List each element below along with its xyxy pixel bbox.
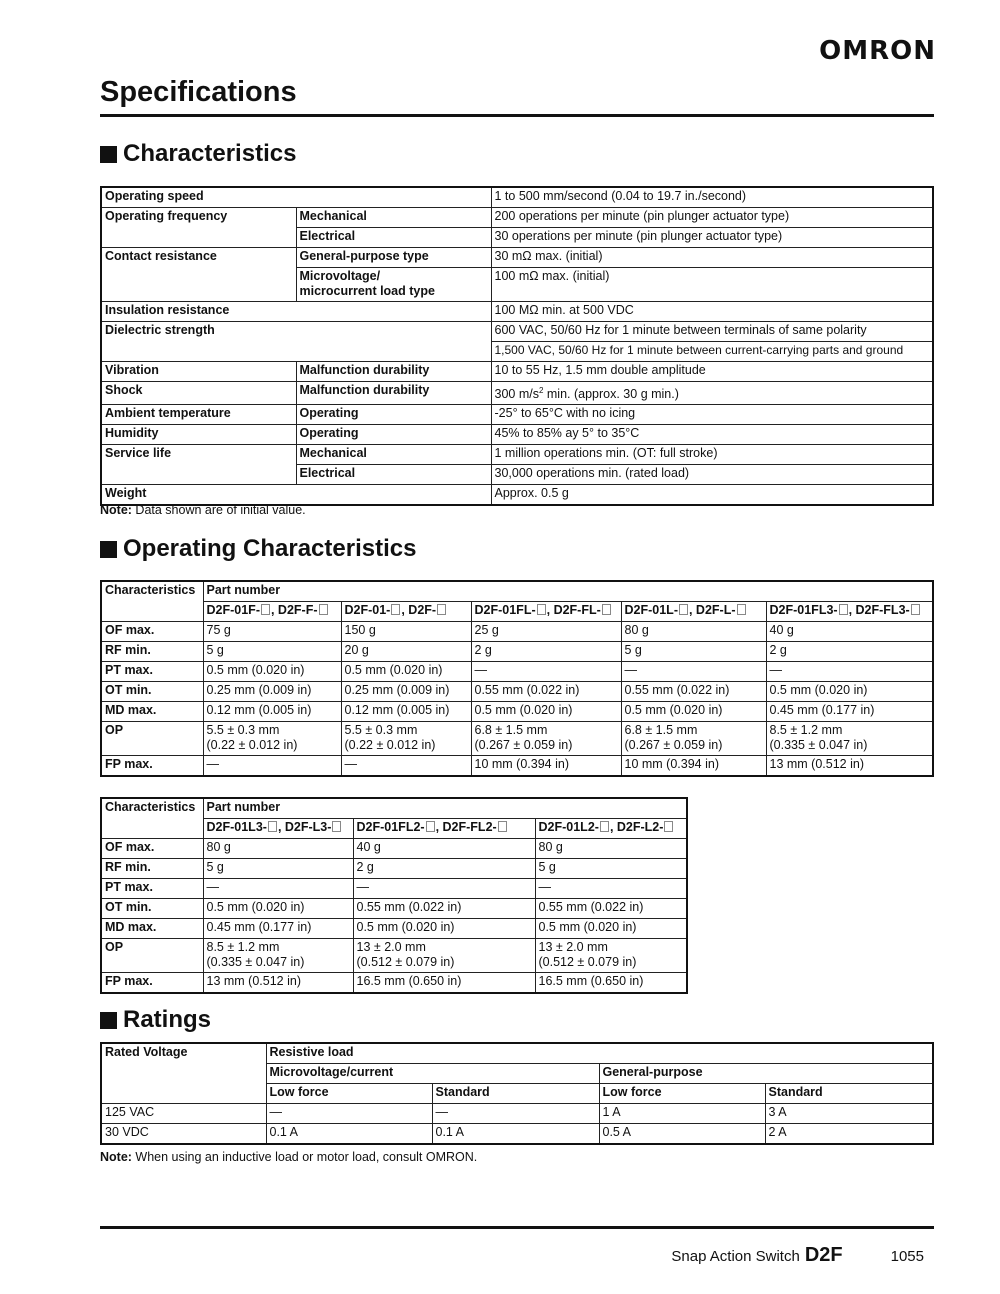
table-row	[101, 622, 933, 642]
row-value: 1,500 VAC, 50/60 Hz for 1 minute between current-carrying parts and ground	[491, 342, 933, 362]
table-cell: 0.5 mm (0.020 in)	[203, 662, 341, 682]
placeholder-box-icon	[319, 604, 328, 615]
op-value-mm: 8.5 ± 1.2 mm	[769, 723, 843, 737]
part-number-a: D2F-01FL2-	[356, 820, 425, 834]
table-cell: —	[621, 662, 766, 682]
table-cell: 0.12 mm (0.005 in)	[341, 702, 471, 722]
part-number-a: D2F-01FL3-	[769, 603, 838, 617]
placeholder-box-icon	[261, 604, 270, 615]
row-value: 100 MΩ min. at 500 VDC	[491, 302, 933, 322]
table-cell: 80 g	[535, 839, 687, 859]
sub-label: General-purpose type	[296, 248, 491, 268]
row-label: Dielectric strength	[101, 322, 491, 362]
table-header-row	[101, 1043, 933, 1064]
table-cell: 0.5 mm (0.020 in)	[621, 702, 766, 722]
op-value-mm: 13 ± 2.0 mm	[538, 940, 608, 954]
part-number-cell	[203, 819, 353, 839]
table-cell: 0.45 mm (0.177 in)	[766, 702, 933, 722]
table-cell: 0.5 A	[599, 1124, 765, 1145]
table-cell: 0.5 mm (0.020 in)	[203, 899, 353, 919]
table-cell: —	[535, 879, 687, 899]
row-label: RF min.	[101, 859, 203, 879]
page-number: 1055	[890, 1248, 924, 1265]
row-label: OF max.	[101, 622, 203, 642]
operating-characteristics-table-1	[100, 580, 934, 777]
table-cell: 20 g	[341, 642, 471, 662]
table-cell: 75 g	[203, 622, 341, 642]
table-cell: 2 g	[766, 642, 933, 662]
table-cell: —	[203, 756, 341, 777]
table-cell: 40 g	[353, 839, 535, 859]
table-cell: 0.1 A	[266, 1124, 432, 1145]
row-label: Operating speed	[101, 187, 491, 208]
row-label: Shock	[101, 382, 296, 405]
placeholder-box-icon	[332, 821, 341, 832]
row-label: Insulation resistance	[101, 302, 491, 322]
square-bullet-icon	[100, 1012, 117, 1029]
table-cell: 150 g	[341, 622, 471, 642]
section-heading-operating: Operating Characteristics	[100, 535, 416, 563]
table-cell: 0.5 mm (0.020 in)	[535, 919, 687, 939]
placeholder-box-icon	[600, 821, 609, 832]
table-header-row	[101, 798, 687, 819]
table-row	[101, 642, 933, 662]
op-value-in: (0.335 ± 0.047 in)	[206, 955, 305, 969]
row-label: 30 VDC	[101, 1124, 266, 1145]
table-row	[101, 1104, 933, 1124]
table-cell: 5 g	[203, 642, 341, 662]
table-cell: 0.5 mm (0.020 in)	[341, 662, 471, 682]
op-value-mm: 5.5 ± 0.3 mm	[344, 723, 418, 737]
placeholder-box-icon	[498, 821, 507, 832]
row-label: Weight	[101, 485, 491, 506]
table-cell	[766, 722, 933, 756]
part-number-a: D2F-01L3-	[206, 820, 267, 834]
part-number-b: , D2F-L3-	[277, 820, 332, 834]
footer-category: Snap Action Switch	[671, 1248, 800, 1265]
table-row	[101, 682, 933, 702]
sub-label: Mechanical	[296, 208, 491, 228]
table-row	[101, 208, 933, 228]
part-number-cell	[353, 819, 535, 839]
square-bullet-icon	[100, 146, 117, 163]
header-general-purpose: General-purpose	[599, 1064, 933, 1084]
table-row	[101, 973, 687, 994]
part-number-cell	[341, 602, 471, 622]
table-row	[101, 939, 687, 973]
op-value-in: (0.267 ± 0.059 in)	[624, 738, 723, 752]
row-label: PT max.	[101, 879, 203, 899]
table-row	[101, 322, 933, 342]
part-number-cell	[471, 602, 621, 622]
header-low-force: Low force	[266, 1084, 432, 1104]
table-cell: 0.12 mm (0.005 in)	[203, 702, 341, 722]
row-label: PT max.	[101, 662, 203, 682]
table-cell: 0.55 mm (0.022 in)	[535, 899, 687, 919]
part-number-a: D2F-01FL-	[474, 603, 536, 617]
row-value: 30 operations per minute (pin plunger actuator type)	[491, 228, 933, 248]
header-part-number: Part number	[203, 798, 687, 819]
header-rated-voltage: Rated Voltage	[101, 1043, 266, 1104]
row-value: 1 to 500 mm/second (0.04 to 19.7 in./second)	[491, 187, 933, 208]
part-number-a: D2F-01L-	[624, 603, 678, 617]
header-standard: Standard	[765, 1084, 933, 1104]
table-cell: 0.55 mm (0.022 in)	[353, 899, 535, 919]
table-cell: —	[341, 756, 471, 777]
table-row	[101, 187, 933, 208]
table-cell: 10 mm (0.394 in)	[471, 756, 621, 777]
table-cell: 0.45 mm (0.177 in)	[203, 919, 353, 939]
table-cell	[203, 939, 353, 973]
row-label: OP	[101, 939, 203, 973]
placeholder-box-icon	[602, 604, 611, 615]
table-row	[101, 756, 933, 777]
row-label: Contact resistance	[101, 248, 296, 302]
table-cell: —	[353, 879, 535, 899]
row-value: 1 million operations min. (OT: full stroke)	[491, 445, 933, 465]
table-cell: 3 A	[765, 1104, 933, 1124]
part-number-cell	[621, 602, 766, 622]
table-cell: —	[766, 662, 933, 682]
section-heading-characteristics: Characteristics	[100, 140, 296, 168]
header-part-number: Part number	[203, 581, 933, 602]
op-value-in: (0.22 ± 0.012 in)	[344, 738, 436, 752]
row-label: Operating frequency	[101, 208, 296, 248]
table-cell: 80 g	[203, 839, 353, 859]
table-row	[101, 302, 933, 322]
op-value-in: (0.335 ± 0.047 in)	[769, 738, 868, 752]
part-number-row	[101, 602, 933, 622]
table-cell: 0.55 mm (0.022 in)	[621, 682, 766, 702]
row-label: OF max.	[101, 839, 203, 859]
table-row	[101, 859, 687, 879]
row-value: 10 to 55 Hz, 1.5 mm double amplitude	[491, 362, 933, 382]
table-row	[101, 662, 933, 682]
table-cell: 16.5 mm (0.650 in)	[535, 973, 687, 994]
header-characteristics: Characteristics	[101, 798, 203, 839]
table-cell: 0.5 mm (0.020 in)	[353, 919, 535, 939]
table-cell: 1 A	[599, 1104, 765, 1124]
table-cell: 0.5 mm (0.020 in)	[471, 702, 621, 722]
table-row	[101, 1124, 933, 1145]
table-row	[101, 382, 933, 405]
row-label: 125 VAC	[101, 1104, 266, 1124]
part-number-b: , D2F-	[401, 603, 437, 617]
row-value: 300 $m/s^2$ min. (approx. 30 g min.)	[491, 382, 933, 405]
brand-logo: OMRON	[819, 36, 936, 66]
row-label: OT min.	[101, 899, 203, 919]
row-label: OP	[101, 722, 203, 756]
sub-label: Microvoltage/ microcurrent load type	[296, 268, 491, 302]
table-cell: 0.5 mm (0.020 in)	[766, 682, 933, 702]
row-value: 100 mΩ max. (initial)	[491, 268, 933, 302]
table-cell	[353, 939, 535, 973]
table-cell: 5 g	[203, 859, 353, 879]
placeholder-box-icon	[737, 604, 746, 615]
part-number-a: D2F-01L2-	[538, 820, 599, 834]
row-label: OT min.	[101, 682, 203, 702]
row-value: -25° to 65°C with no icing	[491, 405, 933, 425]
table-row	[101, 839, 687, 859]
table-cell: 2 A	[765, 1124, 933, 1145]
part-number-b: , D2F-L-	[688, 603, 736, 617]
table-cell: 5 g	[535, 859, 687, 879]
header-low-force: Low force	[599, 1084, 765, 1104]
footer-divider	[100, 1226, 934, 1229]
title-divider	[100, 114, 934, 117]
placeholder-box-icon	[839, 604, 848, 615]
table-cell: —	[471, 662, 621, 682]
placeholder-box-icon	[679, 604, 688, 615]
row-label: Humidity	[101, 425, 296, 445]
table-cell: 40 g	[766, 622, 933, 642]
table-cell: 13 mm (0.512 in)	[203, 973, 353, 994]
table-cell: 13 mm (0.512 in)	[766, 756, 933, 777]
row-label: MD max.	[101, 919, 203, 939]
table-cell: 80 g	[621, 622, 766, 642]
row-value: 600 VAC, 50/60 Hz for 1 minute between terminals of same polarity	[491, 322, 933, 342]
op-value-in: (0.22 ± 0.012 in)	[206, 738, 298, 752]
table-row	[101, 919, 687, 939]
table-row	[101, 722, 933, 756]
placeholder-box-icon	[391, 604, 400, 615]
row-value: 200 operations per minute (pin plunger actuator type)	[491, 208, 933, 228]
row-label: FP max.	[101, 973, 203, 994]
table-cell: 0.1 A	[432, 1124, 599, 1145]
part-number-b: , D2F-L2-	[609, 820, 664, 834]
row-label: Ambient temperature	[101, 405, 296, 425]
square-bullet-icon	[100, 541, 117, 558]
table-row	[101, 362, 933, 382]
page-title: Specifications	[100, 76, 297, 108]
header-characteristics: Characteristics	[101, 581, 203, 622]
operating-characteristics-table-2	[100, 797, 688, 994]
sub-label: Malfunction durability	[296, 362, 491, 382]
part-number-b: , D2F-FL-	[546, 603, 601, 617]
op-value-mm: 6.8 ± 1.5 mm	[624, 723, 698, 737]
placeholder-box-icon	[537, 604, 546, 615]
placeholder-box-icon	[437, 604, 446, 615]
sub-label: Operating	[296, 405, 491, 425]
sub-label: Operating	[296, 425, 491, 445]
placeholder-box-icon	[911, 604, 920, 615]
table-header-row	[101, 581, 933, 602]
op-value-in: (0.512 ± 0.079 in)	[356, 955, 455, 969]
table-row	[101, 248, 933, 268]
table-cell: 0.25 mm (0.009 in)	[203, 682, 341, 702]
placeholder-box-icon	[268, 821, 277, 832]
ratings-table	[100, 1042, 934, 1145]
part-number-a: D2F-01F-	[206, 603, 260, 617]
part-number-cell	[535, 819, 687, 839]
table-cell: 0.55 mm (0.022 in)	[471, 682, 621, 702]
footer-model: D2F	[804, 1244, 843, 1266]
row-value: Approx. 0.5 g	[491, 485, 933, 506]
sub-label: Mechanical	[296, 445, 491, 465]
table-cell	[621, 722, 766, 756]
header-resistive-load: Resistive load	[266, 1043, 933, 1064]
sub-label: Electrical	[296, 465, 491, 485]
table-row	[101, 899, 687, 919]
part-number-cell	[766, 602, 933, 622]
op-value-mm: 8.5 ± 1.2 mm	[206, 940, 280, 954]
row-value: 30,000 operations min. (rated load)	[491, 465, 933, 485]
table-cell: 16.5 mm (0.650 in)	[353, 973, 535, 994]
page-footer	[671, 1244, 924, 1267]
section-heading-ratings: Ratings	[100, 1006, 211, 1034]
row-label: FP max.	[101, 756, 203, 777]
table-cell: —	[266, 1104, 432, 1124]
table-row	[101, 405, 933, 425]
table-cell: —	[432, 1104, 599, 1124]
row-label: Service life	[101, 445, 296, 485]
row-label: MD max.	[101, 702, 203, 722]
characteristics-note: Note: Data shown are of initial value.	[100, 503, 306, 517]
op-value-mm: 13 ± 2.0 mm	[356, 940, 426, 954]
table-cell	[203, 722, 341, 756]
table-cell	[471, 722, 621, 756]
table-row	[101, 445, 933, 465]
row-value: 45% to 85% ay 5° to 35°C	[491, 425, 933, 445]
characteristics-table	[100, 186, 934, 506]
part-number-b: , D2F-FL2-	[435, 820, 497, 834]
table-cell	[341, 722, 471, 756]
part-number-b: , D2F-F-	[270, 603, 318, 617]
table-cell: 10 mm (0.394 in)	[621, 756, 766, 777]
table-cell: 5 g	[621, 642, 766, 662]
op-value-in: (0.512 ± 0.079 in)	[538, 955, 637, 969]
part-number-cell	[203, 602, 341, 622]
row-label: Vibration	[101, 362, 296, 382]
table-cell: 0.25 mm (0.009 in)	[341, 682, 471, 702]
table-cell	[535, 939, 687, 973]
op-value-mm: 6.8 ± 1.5 mm	[474, 723, 548, 737]
sub-label: Electrical	[296, 228, 491, 248]
ratings-note: Note: When using an inductive load or motor load, consult OMRON.	[100, 1150, 478, 1164]
placeholder-box-icon	[426, 821, 435, 832]
table-row	[101, 879, 687, 899]
table-row	[101, 702, 933, 722]
part-number-a: D2F-01-	[344, 603, 391, 617]
header-standard: Standard	[432, 1084, 599, 1104]
placeholder-box-icon	[664, 821, 673, 832]
row-value: 30 mΩ max. (initial)	[491, 248, 933, 268]
table-cell: 25 g	[471, 622, 621, 642]
table-cell: 2 g	[471, 642, 621, 662]
header-microvoltage: Microvoltage/current	[266, 1064, 599, 1084]
table-cell: 2 g	[353, 859, 535, 879]
op-value-in: (0.267 ± 0.059 in)	[474, 738, 573, 752]
table-row	[101, 425, 933, 445]
table-cell: —	[203, 879, 353, 899]
row-label: RF min.	[101, 642, 203, 662]
op-value-mm: 5.5 ± 0.3 mm	[206, 723, 280, 737]
part-number-b: , D2F-FL3-	[848, 603, 910, 617]
sub-label: Malfunction durability	[296, 382, 491, 405]
